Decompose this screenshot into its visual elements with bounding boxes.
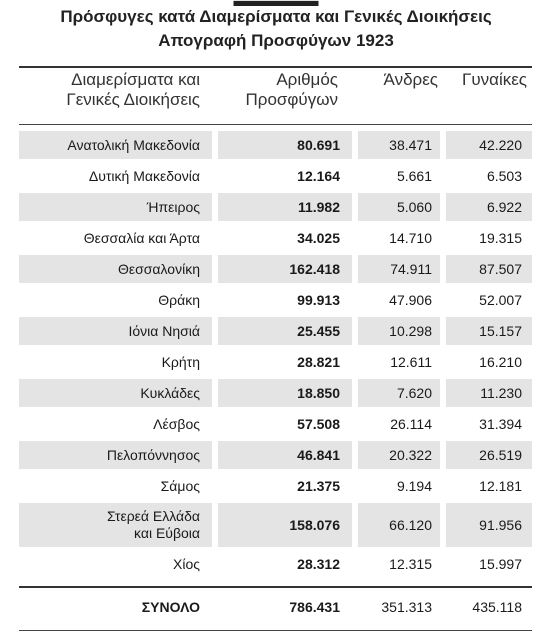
table-row <box>19 162 532 190</box>
region-cell: Χίος <box>173 555 200 572</box>
women-cell: 11.230 <box>446 379 532 407</box>
region-cell: Κρήτη <box>161 353 200 370</box>
women-cell: 6.503 <box>486 168 522 184</box>
total-women: 435.118 <box>472 599 522 615</box>
region-cell: Θεσσαλονίκη <box>19 255 212 283</box>
men-cell: 12.315 <box>389 556 432 572</box>
table-row <box>19 131 532 159</box>
refugees-cell: 158.076 <box>218 503 352 547</box>
column-header-region: Διαμερίσματα και Γενικές Διοικήσεις <box>66 70 200 109</box>
women-cell: 6.922 <box>446 193 532 221</box>
region-cell: Ανατολική Μακεδονία <box>19 131 212 159</box>
women-cell: 16.210 <box>479 354 522 370</box>
total-refugees: 786.431 <box>289 599 340 615</box>
men-cell: 9.194 <box>396 478 432 494</box>
refugees-cell: 57.508 <box>297 416 340 432</box>
region-cell: Λέσβος <box>153 415 200 432</box>
title-line-2: Απογραφή Προσφύγων 1923 <box>158 31 394 50</box>
women-cell: 31.394 <box>479 416 522 432</box>
table-row <box>19 503 532 547</box>
table-row <box>19 286 532 314</box>
refugees-cell: 28.821 <box>297 354 340 370</box>
refugees-cell: 21.375 <box>297 478 340 494</box>
table-row <box>19 550 532 578</box>
women-cell: 26.519 <box>446 441 532 469</box>
refugees-cell: 28.312 <box>297 556 340 572</box>
women-cell: 15.997 <box>479 556 522 572</box>
table-row <box>19 224 532 252</box>
refugees-cell: 80.691 <box>218 131 352 159</box>
region-cell: Κυκλάδες <box>19 379 212 407</box>
refugees-cell: 46.841 <box>218 441 352 469</box>
refugees-cell: 11.982 <box>218 193 352 221</box>
men-cell: 66.120 <box>358 503 440 547</box>
refugees-cell: 25.455 <box>218 317 352 345</box>
region-cell: Θράκη <box>158 291 200 308</box>
men-cell: 7.620 <box>358 379 440 407</box>
total-label: ΣΥΝΟΛΟ <box>141 598 200 615</box>
men-cell: 5.661 <box>396 168 432 184</box>
men-cell: 5.060 <box>358 193 440 221</box>
column-header-men: Άνδρες <box>383 70 438 89</box>
women-cell: 87.507 <box>446 255 532 283</box>
total-rule <box>19 586 532 588</box>
region-cell: Σάμος <box>160 477 200 494</box>
region-cell: Πελοπόννησος <box>19 441 212 469</box>
region-cell: Δυτική Μακεδονία <box>88 167 200 184</box>
region-cell: Ιόνια Νησιά <box>19 317 212 345</box>
total-row <box>19 592 532 622</box>
men-cell: 38.471 <box>358 131 440 159</box>
total-men: 351.313 <box>381 599 432 615</box>
men-cell: 47.906 <box>389 292 432 308</box>
table-row <box>19 193 532 221</box>
table-row <box>19 410 532 438</box>
women-cell: 91.956 <box>446 503 532 547</box>
women-cell: 42.220 <box>446 131 532 159</box>
women-cell: 19.315 <box>479 230 522 246</box>
men-cell: 74.911 <box>358 255 440 283</box>
refugees-cell: 99.913 <box>297 292 340 308</box>
table-row <box>19 317 532 345</box>
column-header-women: Γυναίκες <box>461 70 527 89</box>
region-cell: Θεσσαλία και Άρτα <box>83 229 200 246</box>
table-row <box>19 379 532 407</box>
table-top-rule <box>19 66 532 68</box>
table-row <box>19 441 532 469</box>
table-row <box>19 348 532 376</box>
table-bottom-rule <box>19 630 532 631</box>
women-cell: 12.181 <box>479 478 522 494</box>
header-bottom-rule <box>19 124 532 125</box>
men-cell: 20.322 <box>358 441 440 469</box>
women-cell: 15.157 <box>446 317 532 345</box>
men-cell: 10.298 <box>358 317 440 345</box>
cropped-heading-fragment: ▬▬▬▬▬ <box>233 0 319 10</box>
women-cell: 52.007 <box>479 292 522 308</box>
page-title <box>0 5 552 53</box>
region-cell: Ήπειρος <box>19 193 212 221</box>
refugees-cell: 162.418 <box>218 255 352 283</box>
column-header-total: Αριθμός Προσφύγων <box>245 70 338 109</box>
men-cell: 26.114 <box>390 416 432 432</box>
men-cell: 14.710 <box>389 230 432 246</box>
region-cell: Στερεά Ελλάδα και Εύβοια <box>19 503 212 547</box>
refugees-cell: 34.025 <box>297 230 340 246</box>
table-row <box>19 472 532 500</box>
refugees-cell: 18.850 <box>218 379 352 407</box>
men-cell: 12.611 <box>390 354 432 370</box>
table-row <box>19 255 532 283</box>
refugees-cell: 12.164 <box>297 168 340 184</box>
title-line-1: Πρόσφυγες κατά Διαμερίσματα και Γενικές Διοικήσεις <box>60 7 492 26</box>
